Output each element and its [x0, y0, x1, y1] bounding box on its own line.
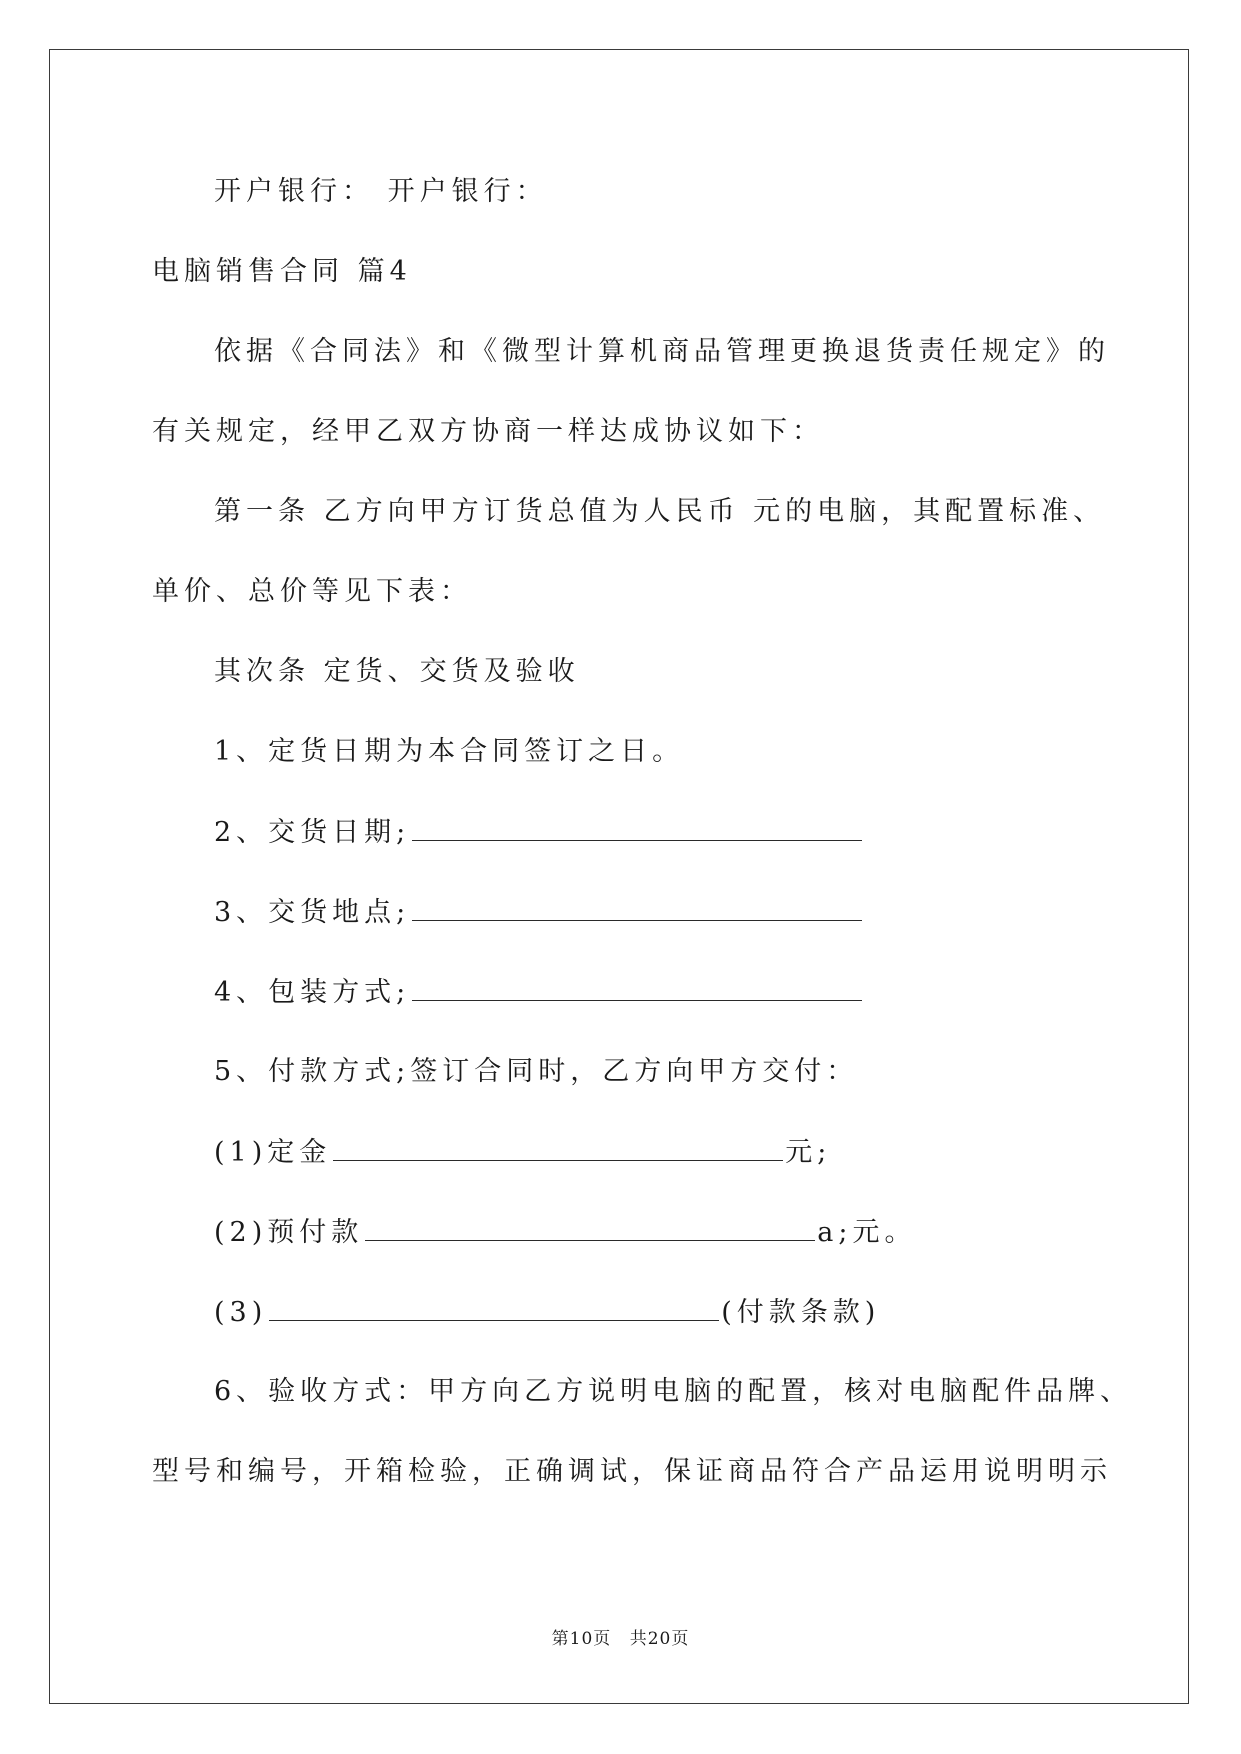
paragraph-intro-2: 有关规定，经甲乙双方协商一样达成协议如下：: [152, 416, 824, 447]
article-1-line-1: 第一条 乙方向甲方订货总值为人民币 元的电脑，其配置标准、: [214, 496, 1106, 527]
section-title: 电脑销售合同 篇4: [152, 256, 412, 287]
payment-3-note: (付款条款): [721, 1297, 881, 1328]
payment-3: [214, 1298, 880, 1326]
item-1: 1、定货日期为本合同签订之日。: [214, 736, 685, 767]
payment-2-unit: a;元。: [817, 1217, 917, 1248]
fill-in-blank: [412, 978, 862, 1001]
page-total: 共20页: [629, 1629, 690, 1649]
item-6-line-2: 型号和编号，开箱检验，正确调试，保证商品符合产品运用说明明示: [152, 1456, 1112, 1487]
item-4: [214, 978, 864, 1006]
article-2-heading: 其次条 定货、交货及验收: [214, 656, 580, 687]
fill-in-blank: [365, 1218, 815, 1241]
item-3-label: 3、交货地点;: [214, 897, 411, 928]
item-2-label: 2、交货日期;: [214, 817, 411, 848]
page-number: 第10页: [551, 1629, 612, 1649]
fill-in-blank: [269, 1298, 719, 1321]
paragraph-intro-1: 依据《合同法》和《微型计算机商品管理更换退货责任规定》的: [214, 336, 1110, 367]
payment-1-label: (1)定金: [214, 1137, 332, 1168]
item-4-label: 4、包装方式;: [214, 977, 411, 1008]
page-footer: [0, 1631, 1241, 1648]
payment-1: [214, 1138, 831, 1166]
item-3: [214, 898, 864, 926]
payment-2: [214, 1218, 916, 1246]
item-6-line-1: 6、验收方式：甲方向乙方说明电脑的配置，核对电脑配件品牌、: [214, 1376, 1133, 1407]
fill-in-blank: [412, 898, 862, 921]
payment-1-unit: 元;: [785, 1137, 832, 1168]
article-1-line-2: 单价、总价等见下表：: [152, 576, 472, 607]
fill-in-blank: [333, 1138, 783, 1161]
fill-in-blank: [412, 818, 862, 841]
payment-2-label: (2)预付款: [214, 1217, 364, 1248]
item-5: 5、付款方式;签订合同时，乙方向甲方交付：: [214, 1056, 859, 1087]
bank-line: 开户银行： 开户银行：: [214, 176, 548, 207]
item-2: [214, 818, 864, 846]
payment-3-label: (3): [214, 1297, 268, 1328]
